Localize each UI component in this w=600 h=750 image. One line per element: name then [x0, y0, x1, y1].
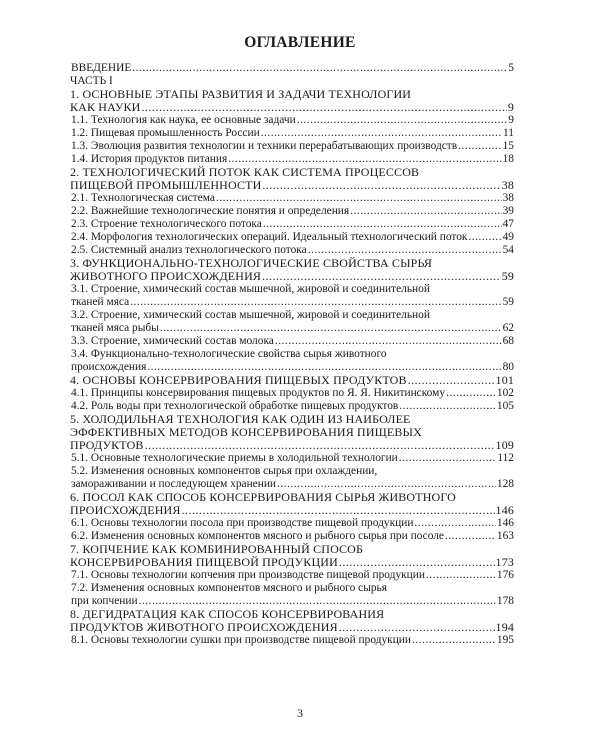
toc-chapter-entry — [70, 374, 514, 387]
toc-entry-text: 7. КОПЧЕНИЕ КАК КОМБИНИРОВАННЫЙ СПОСОБ — [70, 542, 364, 556]
dot-leader — [297, 114, 508, 127]
dot-leader — [445, 530, 496, 543]
toc-entry-text: ЭФФЕКТИВНЫХ МЕТОДОВ КОНСЕРВИРОВАНИЯ ПИЩЕВЫХ — [70, 425, 422, 439]
toc-page-number: 49 — [502, 231, 514, 243]
toc-page-number: 146 — [496, 517, 514, 529]
toc-page-number: 194 — [495, 620, 514, 634]
toc-entry-text: 3.3. Строение, химический состав молока — [71, 335, 274, 347]
toc-chapter-entry — [70, 413, 514, 452]
toc-line — [70, 556, 514, 569]
toc-line — [70, 179, 514, 192]
toc-section-entry — [70, 140, 514, 153]
dot-leader — [263, 218, 502, 231]
toc-entry-text: тканей мяса — [71, 296, 130, 308]
toc-section-entry — [70, 582, 514, 608]
toc-page-number: 59 — [501, 269, 514, 283]
toc-entry-text: при копчении — [71, 595, 138, 607]
dot-leader — [262, 179, 500, 192]
toc-page-number: 176 — [496, 569, 514, 581]
dot-leader — [458, 140, 501, 153]
dot-leader — [350, 205, 501, 218]
toc-entry-text: 6. ПОСОЛ КАК СПОСОБ КОНСЕРВИРОВАНИЯ СЫРЬЯ ЖИВОТНОГО — [70, 490, 456, 504]
toc-page-number: 101 — [495, 373, 514, 387]
toc-entry-text: 3. ФУНКЦИОНАЛЬНО-ТЕХНОЛОГИЧЕСКИЕ СВОЙСТВА СЫРЬЯ — [70, 256, 433, 270]
dot-leader — [182, 504, 495, 517]
toc-entry-text: 5. ХОЛОДИЛЬНАЯ ТЕХНОЛОГИЯ КАК ОДИН ИЗ НАИБОЛЕЕ — [70, 412, 411, 426]
dot-leader — [262, 270, 501, 283]
toc-page-number: 109 — [495, 438, 514, 452]
toc-chapter-entry — [70, 608, 514, 634]
toc-entry-text: 8.1. Основы технологии сушки при производстве пищевой продукции — [71, 634, 411, 646]
toc-section-entry — [70, 517, 514, 530]
toc-entry-text: 2.5. Системный анализ технологического потока — [71, 244, 307, 256]
dot-leader — [426, 569, 496, 582]
toc-entry-text: 2.2. Важнейшие технологические понятия и определения — [71, 205, 350, 217]
toc-chapter-entry — [70, 257, 514, 283]
toc-entry-text: 7.2. Изменения основных компонентов мясного и рыбного сырья — [71, 582, 387, 594]
table-of-contents — [70, 62, 514, 647]
toc-page-number: 163 — [496, 530, 514, 542]
dot-leader — [339, 621, 495, 634]
toc-page-number: 128 — [496, 478, 514, 490]
toc-entry-text: 6.2. Изменения основных компонентов мясного и рыбного сырья при посоле — [71, 530, 444, 542]
toc-page-number: 62 — [502, 322, 514, 334]
toc-chapter-entry — [70, 543, 514, 569]
toc-section-entry — [70, 348, 514, 374]
toc-entry-text: 6.1. Основы технологии посола при производстве пищевой продукции — [71, 517, 414, 529]
toc-line — [71, 127, 514, 140]
toc-line — [71, 231, 514, 244]
toc-page-number: 68 — [502, 335, 514, 347]
dot-leader — [132, 62, 507, 75]
toc-entry-text: 2.3. Строение технологического потока — [71, 218, 262, 230]
toc-entry-text: замораживании и последующем хранении — [71, 478, 277, 490]
dot-leader — [145, 439, 495, 452]
toc-entry-text: 5.1. Основные технологические приемы в холодильной технологии — [71, 452, 398, 464]
toc-section-entry — [70, 465, 514, 491]
toc-section-entry — [70, 634, 514, 647]
toc-entry-text: 1.3. Эволюция развития технологии и техники перерабатывающих производств — [71, 140, 458, 152]
toc-chapter-entry — [70, 491, 514, 517]
toc-entry-text: ПРОДУКТОВ ЖИВОТНОГО ПРОИСХОЖДЕНИЯ — [70, 620, 338, 634]
toc-entry-text: КАК НАУКИ — [70, 100, 141, 114]
toc-page-number: 18 — [502, 153, 514, 165]
toc-page-number: 9 — [508, 114, 514, 126]
toc-entry-text: 3.1. Строение, химический состав мышечной, жировой и соединительной — [71, 283, 430, 295]
toc-entry-text: 7.1. Основы технологии копчения при производстве пищевой продукции — [71, 569, 425, 581]
toc-line — [71, 387, 514, 400]
toc-page-number: 11 — [503, 127, 514, 139]
toc-line — [71, 569, 514, 582]
toc-entry-text: ВВЕДЕНИЕ — [71, 62, 132, 74]
dot-leader — [399, 400, 496, 413]
toc-page-number: 5 — [508, 62, 514, 74]
toc-page-number: 102 — [496, 387, 514, 399]
toc-section-entry — [70, 192, 514, 205]
toc-entry-text: 4. ОСНОВЫ КОНСЕРВИРОВАНИЯ ПИЩЕВЫХ ПРОДУКТОВ — [70, 373, 407, 387]
toc-line — [71, 218, 514, 231]
toc-line — [71, 296, 514, 309]
toc-page-number: 173 — [495, 555, 514, 569]
toc-chapter-entry — [70, 88, 514, 114]
toc-section-entry — [70, 231, 514, 244]
dot-leader — [275, 335, 502, 348]
toc-entry-text: 1.4. История продуктов питания — [71, 153, 228, 165]
toc-page-number: 47 — [502, 218, 514, 230]
dot-leader — [414, 517, 495, 530]
dot-leader — [261, 127, 502, 140]
toc-section-entry — [70, 127, 514, 140]
toc-entry-text: 4.1. Принципы консервирования пищевых продуктов по Я. Я. Никитинскому — [71, 387, 446, 399]
dot-leader — [160, 322, 502, 335]
page-number: 3 — [297, 706, 303, 720]
toc-entry-text: ПРОДУКТОВ — [70, 438, 144, 452]
toc-page-number: 105 — [496, 400, 514, 412]
toc-page-number: 112 — [497, 452, 514, 464]
dot-leader — [408, 374, 495, 387]
toc-page-number: 178 — [496, 595, 514, 607]
toc-entry-text: тканей мяса рыбы — [71, 322, 159, 334]
toc-section-entry — [70, 335, 514, 348]
toc-entry-text: ЧАСТЬ I — [70, 75, 113, 87]
dot-leader — [468, 231, 501, 244]
toc-entry-text: 8. ДЕГИДРАТАЦИЯ КАК СПОСОБ КОНСЕРВИРОВАНИЯ — [70, 607, 385, 621]
toc-line — [70, 374, 514, 387]
toc-line — [70, 621, 514, 634]
toc-entry-text: 3.2. Строение, химический состав мышечной, жировой и соединительной — [71, 309, 430, 321]
toc-entry-text: 1. ОСНОВНЫЕ ЭТАПЫ РАЗВИТИЯ И ЗАДАЧИ ТЕХНОЛОГИИ — [70, 87, 412, 101]
toc-entry-text: 3.4. Функционально-технологические свойства сырья животного — [71, 348, 387, 360]
toc-chapter-entry — [70, 166, 514, 192]
toc-line — [71, 517, 514, 530]
toc-line — [70, 504, 514, 517]
toc-line — [71, 62, 514, 75]
toc-entry-text: 5.2. Изменения основных компонентов сырья при охлаждении, — [71, 465, 378, 477]
toc-entry-text: ПИЩЕВОЙ ПРОМЫШЛЕННОСТИ — [70, 178, 262, 192]
toc-page-number: 195 — [496, 634, 514, 646]
toc-page-number: 80 — [502, 361, 514, 373]
toc-section-entry — [70, 114, 514, 127]
dot-leader — [339, 556, 495, 569]
dot-leader — [141, 101, 506, 114]
toc-line — [71, 335, 514, 348]
toc-entry-text: 2.1. Технологическая система — [71, 192, 215, 204]
toc-section-entry — [70, 283, 514, 309]
toc-line — [71, 452, 514, 465]
toc-entry-text: 1.1. Технология как наука, ее основные задачи — [71, 114, 296, 126]
toc-page-number: 146 — [495, 503, 514, 517]
toc-line — [71, 322, 514, 335]
toc-page-number: 54 — [502, 244, 514, 256]
toc-entry-text: ЖИВОТНОГО ПРОИСХОЖДЕНИЯ — [70, 269, 262, 283]
toc-page-number: 39 — [502, 205, 514, 217]
dot-leader — [446, 387, 496, 400]
toc-entry-text: КОНСЕРВИРОВАНИЯ ПИЩЕВОЙ ПРОДУКЦИИ — [70, 555, 338, 569]
toc-page-number: 38 — [502, 192, 514, 204]
toc-line — [71, 192, 514, 205]
toc-page-number: 59 — [502, 296, 514, 308]
toc-entry-text: 2.4. Морфология технологических операций. Идеальный тtехнологический поток — [71, 231, 468, 243]
toc-line — [70, 439, 514, 452]
toc-entry-text: происхождения — [71, 361, 147, 373]
dot-leader — [216, 192, 502, 205]
page-title: ОГЛАВЛЕНИЕ — [244, 34, 356, 51]
toc-line — [70, 101, 514, 114]
toc-section-entry — [70, 387, 514, 400]
dot-leader — [399, 452, 497, 465]
toc-page-number: 9 — [507, 100, 514, 114]
dot-leader — [130, 296, 501, 309]
toc-line — [71, 140, 514, 153]
toc-entry-text: ПРОИСХОЖДЕНИЯ — [70, 503, 181, 517]
dot-leader — [412, 634, 496, 647]
toc-section-entry — [70, 205, 514, 218]
toc-line — [71, 205, 514, 218]
toc-entry-text: 4.2. Роль воды при технологической обработке пищевых продуктов — [71, 400, 399, 412]
toc-section-entry — [70, 218, 514, 231]
toc-section-entry — [70, 62, 514, 75]
toc-line — [70, 270, 514, 283]
toc-page-number: 38 — [501, 178, 514, 192]
toc-section-entry — [70, 452, 514, 465]
toc-section-entry — [70, 309, 514, 335]
toc-line — [71, 114, 514, 127]
toc-line — [71, 634, 514, 647]
toc-entry-text: 2. ТЕХНОЛОГИЧЕСКИЙ ПОТОК КАК СИСТЕМА ПРОЦЕССОВ — [70, 165, 420, 179]
toc-section-entry — [70, 569, 514, 582]
toc-entry-text: 1.2. Пищевая промышленность России — [71, 127, 260, 139]
toc-page-number: 15 — [502, 140, 514, 152]
